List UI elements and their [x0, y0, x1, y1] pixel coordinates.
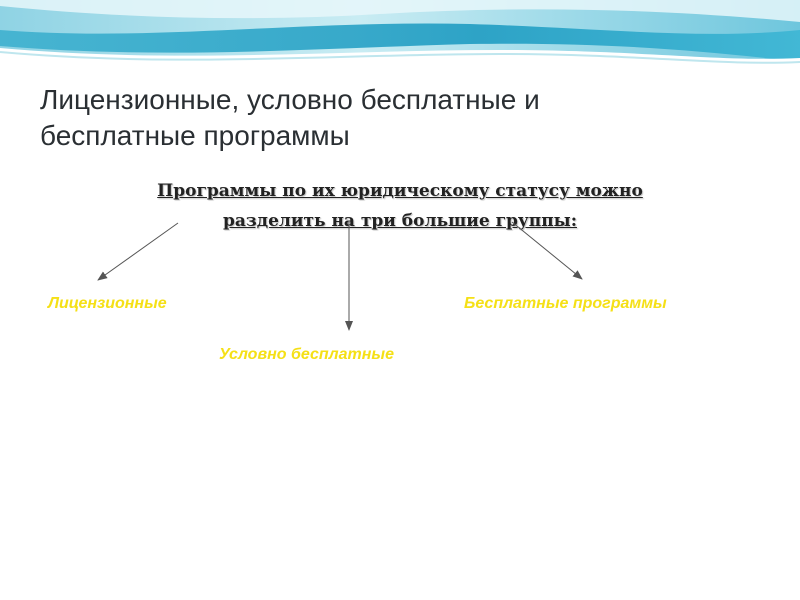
- arrow-to-free: [512, 222, 582, 279]
- title-line-2: бесплатные программы: [40, 120, 350, 151]
- category-shareware: Условно бесплатные: [219, 346, 394, 363]
- category-licensed: Лицензионные: [48, 295, 167, 312]
- subtitle-line-1: Программы по их юридическому статусу можно: [157, 181, 643, 201]
- category-free: Бесплатные программы: [464, 295, 667, 312]
- subtitle-line-2: разделить на три большие группы:: [222, 211, 577, 231]
- title-line-1: Лицензионные, условно бесплатные и: [40, 84, 540, 115]
- arrow-to-licensed: [98, 223, 178, 280]
